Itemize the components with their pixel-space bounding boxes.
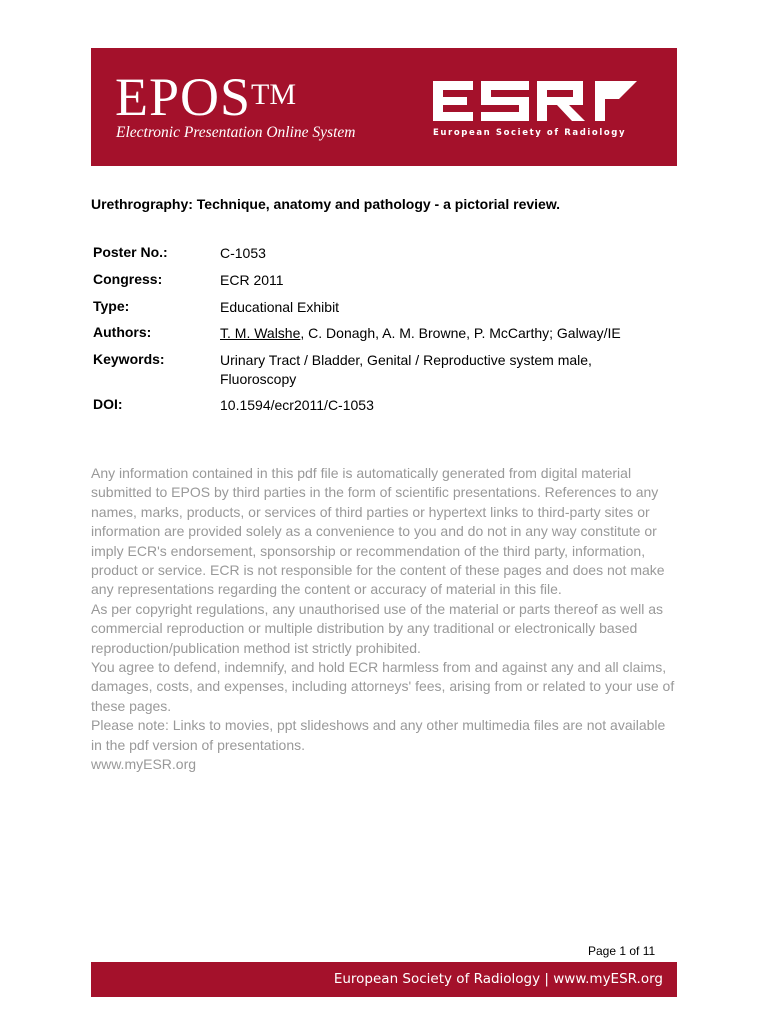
document-title: Urethrography: Technique, anatomy and pathology - a pictorial review. — [91, 196, 561, 212]
page-number: Page 1 of 11 — [588, 944, 656, 958]
footer-text: European Society of Radiology | www.myESR.org — [333, 971, 663, 987]
authors-rest: , C. Donagh, A. M. Browne, P. McCarthy; Galway/IE — [300, 325, 621, 341]
disclaimer-paragraph-1: Any information contained in this pdf file is automatically generated from digital material submitted to EPOS by third parties in the form of scientific presentations. References to any names, marks, products, or services of third parties or hypertext links to third-party sites or information are provided solely as a convenience to you and do not in any way constitute or imply ECR's endorsement, sponsorship or recommendation of the third party, information, product or service. ECR is not responsible for the content of these pages and does not make any representations regarding the content or accuracy of material in this file. — [91, 465, 665, 598]
authors-value — [220, 324, 670, 343]
congress-value: ECR 2011 — [220, 272, 284, 288]
epos-subtitle: Electronic Presentation Online System — [116, 124, 356, 141]
esr-logo — [433, 81, 643, 121]
doi-label: DOI: — [93, 396, 123, 412]
disclaimer — [91, 464, 676, 775]
epos-logo-main: EPOS — [115, 67, 252, 127]
header-banner — [91, 48, 677, 166]
keywords-label: Keywords: — [93, 351, 165, 367]
congress-label: Congress: — [93, 271, 163, 287]
esr-caption: European Society of Radiology — [433, 128, 627, 138]
footer-bar — [91, 962, 677, 997]
type-value: Educational Exhibit — [220, 299, 340, 315]
disclaimer-url[interactable]: www.myESR.org — [91, 756, 197, 773]
disclaimer-paragraph-4: Please note: Links to movies, ppt slideshows and any other multimedia files are not available in the pdf version of presentations. — [91, 717, 666, 753]
epos-logo-tm: TM — [251, 78, 297, 111]
epos-logo — [115, 67, 297, 127]
disclaimer-paragraph-2: As per copyright regulations, any unauthorised use of the material or parts thereof as well as commercial reproduction or multiple distribution by any traditional or electronically based reproduction/publication method ist strictly prohibited. — [91, 600, 663, 656]
type-label: Type: — [93, 298, 130, 314]
doi-value: 10.1594/ecr2011/C-1053 — [220, 397, 374, 413]
poster-value: C-1053 — [220, 245, 266, 261]
keywords-value: Urinary Tract / Bladder, Genital / Reproductive system male, Fluoroscopy — [220, 352, 592, 387]
author-link[interactable]: T. M. Walshe — [220, 325, 301, 341]
disclaimer-paragraph-3: You agree to defend, indemnify, and hold ECR harmless from and against any and all claims, damages, costs, and expenses, including attorneys' fees, arising from or related to your use of these pages. — [91, 659, 675, 714]
authors-label: Authors: — [93, 324, 152, 340]
poster-label: Poster No.: — [93, 244, 168, 260]
